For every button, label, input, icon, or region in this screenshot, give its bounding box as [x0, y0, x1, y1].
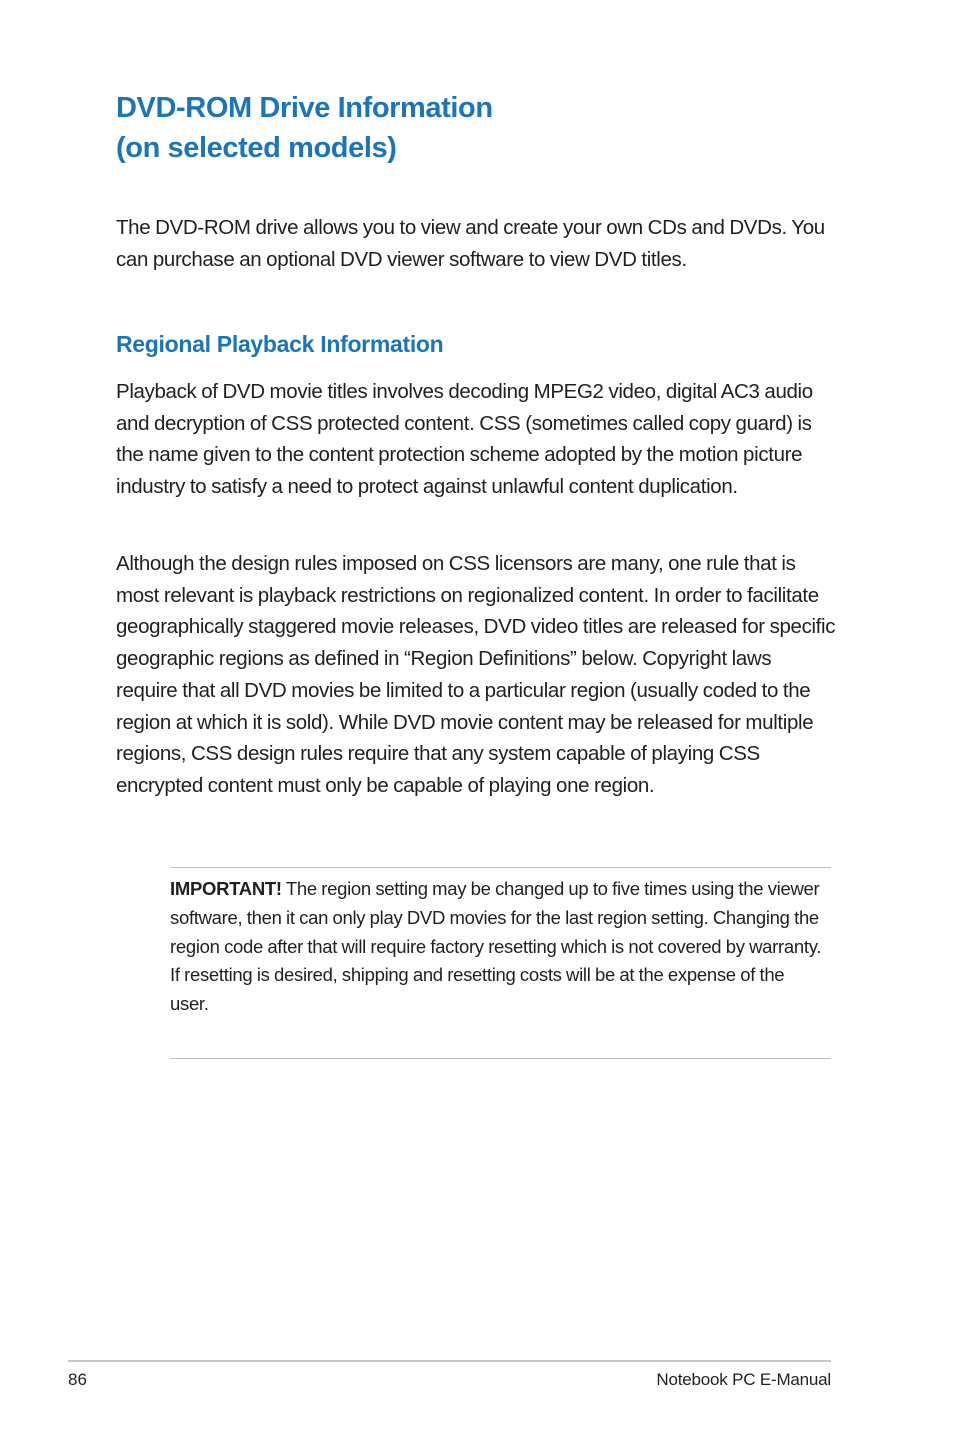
note-bottom-divider	[170, 1058, 831, 1059]
page-number: 86	[68, 1370, 87, 1389]
note-top-divider	[170, 867, 831, 868]
intro-paragraph: The DVD-ROM drive allows you to view and create your own CDs and DVDs. You can purchase an optional DVD viewer software to view DVD titles.	[116, 216, 825, 271]
page-title	[116, 88, 836, 168]
important-label: IMPORTANT!	[170, 878, 282, 899]
important-note-text: The region setting may be changed up to five times using the viewer software, then it can only play DVD movies for the last region setting. Changing the region code after that will require factory resetting which is not covered by warranty. If resetting is desired, shipping and resetting costs will be at the expense of the user.	[170, 878, 822, 1015]
important-note	[170, 875, 822, 1019]
section-heading: Regional Playback Information	[116, 331, 444, 357]
body-paragraph-2: Although the design rules imposed on CSS licensors are many, one rule that is most relevant is playback restrictions on regionalized content. In order to facilitate geographically staggered movie releases, DVD video titles are released for specific geographic regions as defined in “Region Definitions” below. Copyright laws require that all DVD movies be limited to a particular region (usually coded to the region at which it is sold). While DVD movie content may be released for multiple regions, CSS design rules require that any system capable of playing CSS encrypted content must only be capable of playing one region.	[116, 552, 836, 797]
manual-name: Notebook PC E-Manual	[656, 1370, 831, 1389]
page-title-line-2: (on selected models)	[116, 132, 397, 164]
footer-divider	[68, 1360, 831, 1362]
body-paragraph-1: Playback of DVD movie titles involves decoding MPEG2 video, digital AC3 audio and decryption of CSS protected content. CSS (sometimes called copy guard) is the name given to the content protection scheme adopted by the motion picture industry to satisfy a need to protect against unlawful content duplication.	[116, 380, 813, 499]
page-title-line-1: DVD-ROM Drive Information	[116, 92, 493, 124]
